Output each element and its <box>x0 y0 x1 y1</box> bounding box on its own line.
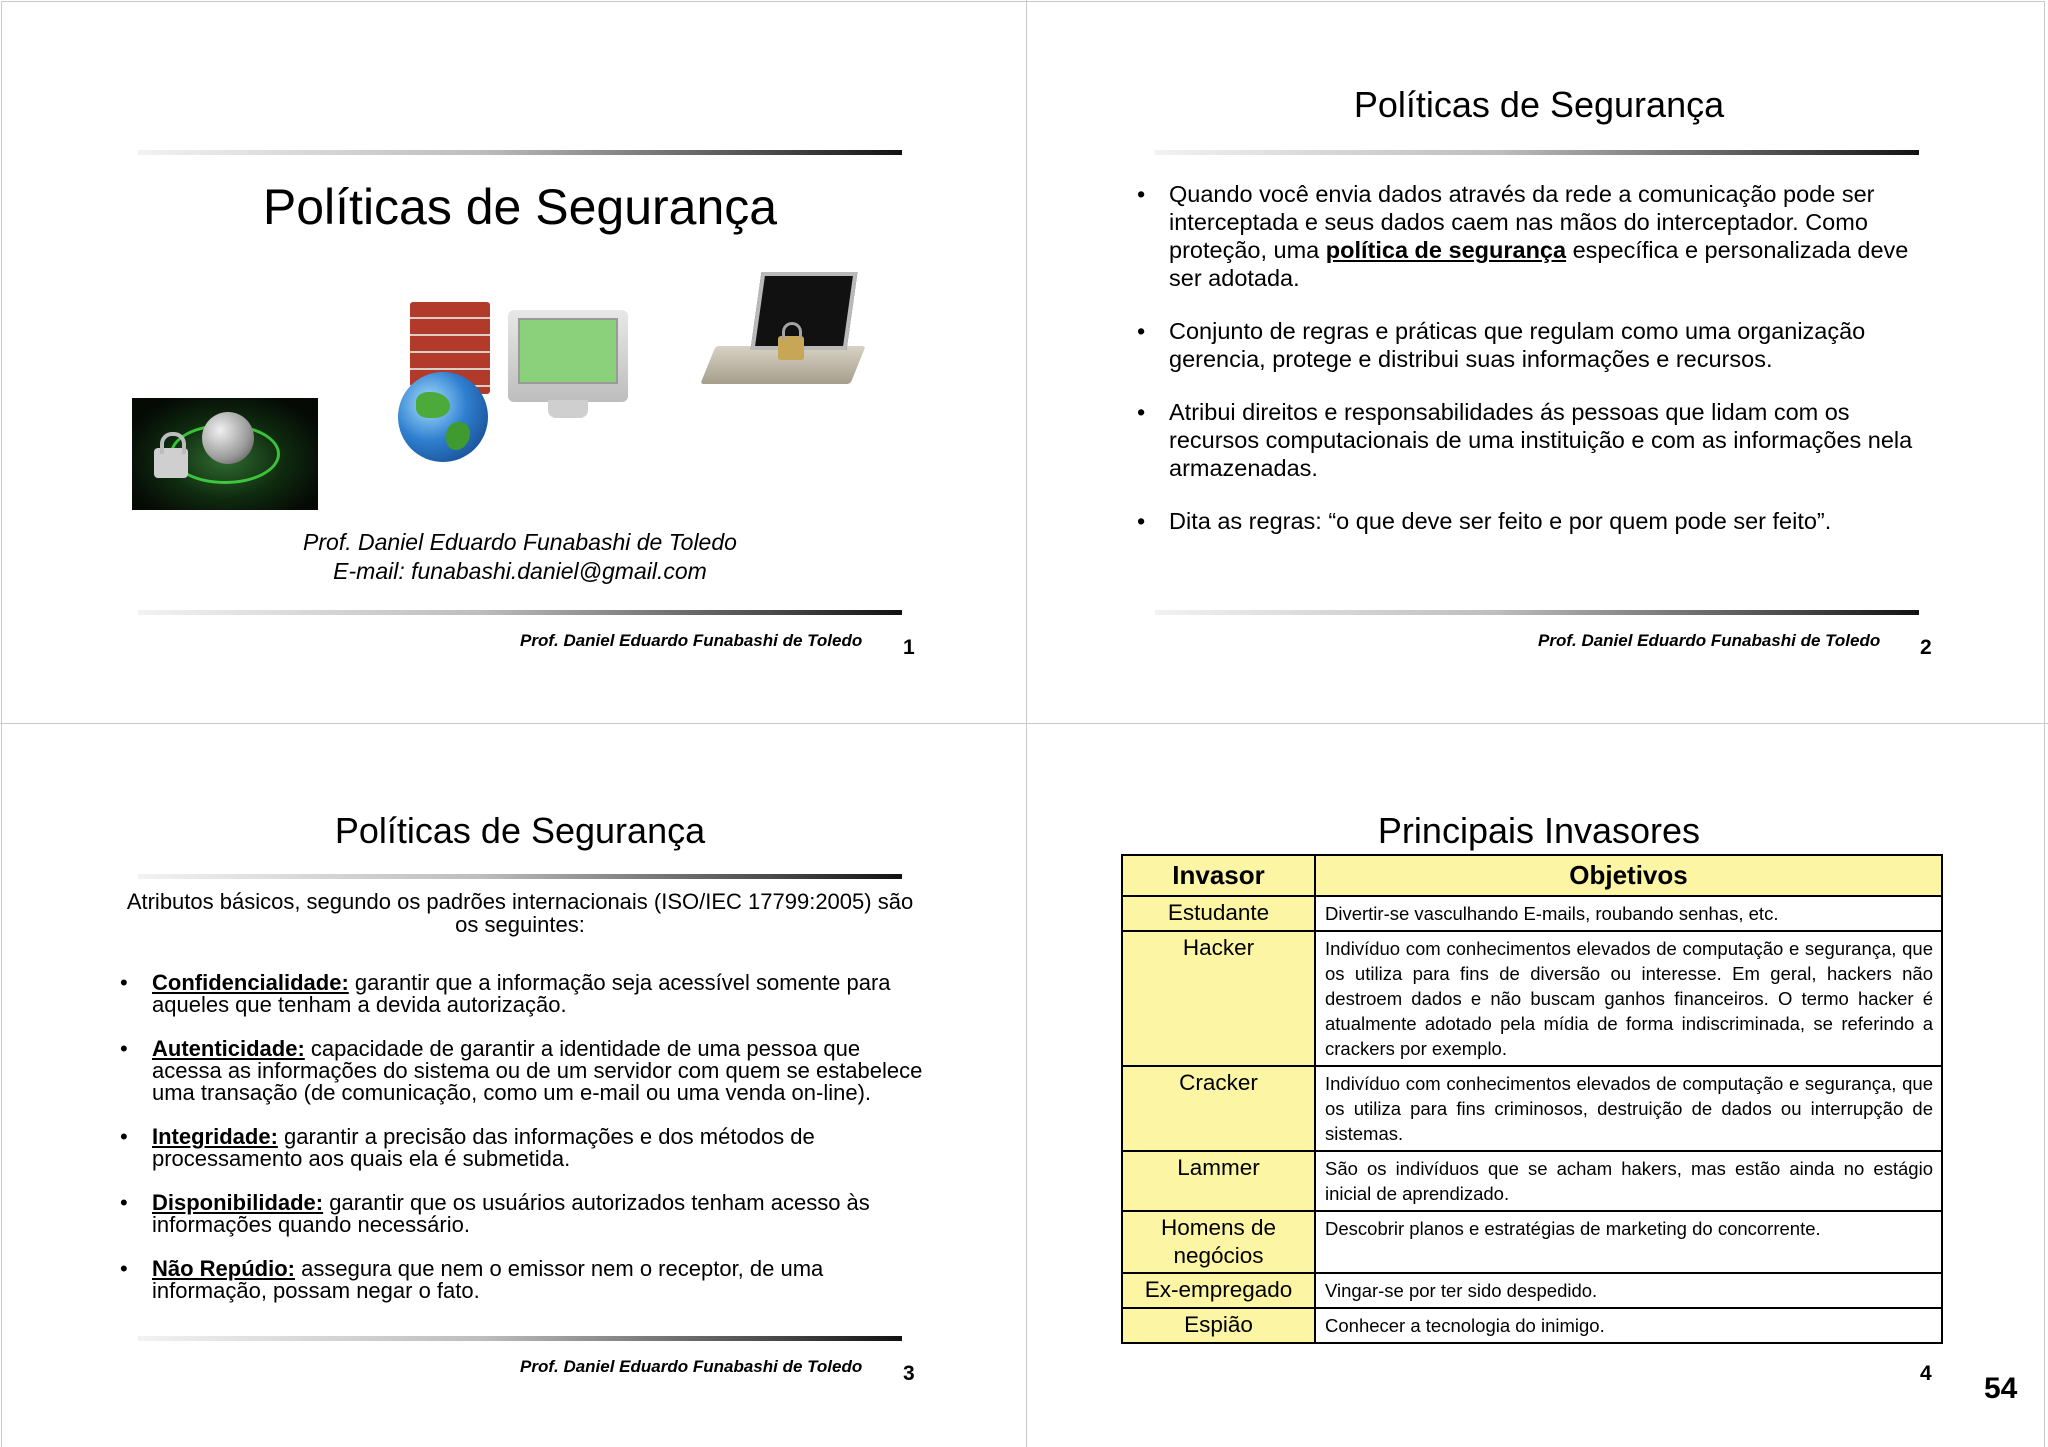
table-row <box>1122 931 1942 1066</box>
slide-3-title: Políticas de Segurança <box>334 810 706 851</box>
slide-1-author <box>0 528 1040 586</box>
slide-1-top-rule <box>138 150 902 155</box>
column-header-objetivos: Objetivos <box>1315 855 1942 896</box>
slide-3 <box>0 724 1024 1446</box>
table-row <box>1122 1273 1942 1308</box>
bullet-item: • Conjunto de regras e práticas que regulam como uma organização gerencia, protege e distribui suas informações e recursos. <box>1137 317 1937 373</box>
padlock-icon <box>778 336 804 360</box>
slide-2-number: 2 <box>1920 636 1932 659</box>
table-row <box>1122 1308 1942 1343</box>
table-row <box>1122 896 1942 931</box>
invasor-cell: Homens de negócios <box>1122 1211 1315 1273</box>
bullet-item: • Dita as regras: “o que deve ser feito e por quem pode ser feito”. <box>1137 507 1937 535</box>
slide-1-number: 1 <box>903 636 915 659</box>
computer-monitor-icon <box>508 310 628 402</box>
objetivo-cell: Conhecer a tecnologia do inimigo. <box>1315 1308 1942 1343</box>
slide-2-bullets <box>1137 180 1937 560</box>
attribute-item: • Integridade: garantir a precisão das informações e dos métodos de processamento aos quais ela é submetida. <box>120 1126 930 1170</box>
slide-1-title: Políticas de Segurança <box>262 179 778 235</box>
policy-emphasis: política de segurança <box>1325 237 1567 263</box>
attribute-item: • Disponibilidade: garantir que os usuários autorizados tenham acesso às informações quando necessário. <box>120 1192 930 1236</box>
table-row <box>1122 1211 1942 1273</box>
silver-globe-icon <box>202 412 254 464</box>
page-number: 54 <box>1984 1372 2018 1405</box>
author-email: E-mail: funabashi.daniel@gmail.com <box>333 558 707 584</box>
table-header-row <box>1122 855 1942 896</box>
slide-4-number: 4 <box>1920 1362 1932 1385</box>
objetivo-cell: São os indivíduos que se acham hakers, mas estão ainda no estágio inicial de aprendizado. <box>1315 1151 1942 1211</box>
bullet-item: • Atribui direitos e responsabilidades ás pessoas que lidam com os recursos computacionais de uma instituição e com as informações nela armazenadas. <box>1137 398 1937 482</box>
slide-3-footer: Prof. Daniel Eduardo Funabashi de Toledo <box>520 1357 863 1376</box>
slide-4 <box>1027 724 2048 1446</box>
slide-2-title: Políticas de Segurança <box>1353 84 1725 125</box>
locked-laptop-image <box>704 272 870 400</box>
slide-1 <box>0 0 1024 722</box>
attribute-item: • Confidencialidade: garantir que a informação seja acessível somente para aqueles que tenham a devida autorização. <box>120 972 930 1016</box>
slide-2-top-rule <box>1155 150 1919 155</box>
slide-1-bottom-rule <box>138 610 902 615</box>
slide-4-title: Principais Invasores <box>1377 810 1701 851</box>
attribute-item: • Autenticidade: capacidade de garantir a identidade de uma pessoa que acessa as informações do sistema ou de um servidor com quem se estabelece uma transação (de comunicação, como um e-mail ou uma venda on-line). <box>120 1038 930 1104</box>
objetivo-cell: Descobrir planos e estratégias de marketing do concorrente. <box>1315 1211 1942 1273</box>
globe-icon <box>398 372 488 462</box>
invasor-cell: Ex-empregado <box>1122 1273 1315 1308</box>
invasor-cell: Espião <box>1122 1308 1315 1343</box>
table-row <box>1122 1151 1942 1211</box>
slide-1-footer: Prof. Daniel Eduardo Funabashi de Toledo <box>520 631 863 650</box>
bullet-item: • Quando você envia dados através da rede a comunicação pode ser interceptada e seus dados caem nas mãos do interceptador. Como proteção, uma política de segurança específica e personalizada deve ser adotada. <box>1137 180 1937 292</box>
slide-2-bottom-rule <box>1155 610 1919 615</box>
column-header-invasor: Invasor <box>1122 855 1315 896</box>
invasor-cell: Cracker <box>1122 1066 1315 1151</box>
invasor-cell: Hacker <box>1122 931 1315 1066</box>
invasor-cell: Estudante <box>1122 896 1315 931</box>
invasor-cell: Lammer <box>1122 1151 1315 1211</box>
table-row <box>1122 1066 1942 1151</box>
slide-3-attributes <box>120 972 930 1324</box>
padlock-icon <box>154 448 188 478</box>
objetivo-cell: Divertir-se vasculhando E-mails, roubando senhas, etc. <box>1315 896 1942 931</box>
slide-3-number: 3 <box>903 1362 915 1385</box>
objetivo-cell: Vingar-se por ter sido despedido. <box>1315 1273 1942 1308</box>
cyber-lock-image <box>132 398 318 510</box>
invaders-table <box>1121 854 1943 1344</box>
slide-3-bottom-rule <box>138 1336 902 1341</box>
author-name: Prof. Daniel Eduardo Funabashi de Toledo <box>303 529 737 555</box>
slide-2 <box>1027 0 2048 722</box>
slide-3-top-rule <box>138 874 902 879</box>
slide-3-intro: Atributos básicos, segundo os padrões internacionais (ISO/IEC 17799:2005) são os seguintes: <box>126 889 914 937</box>
objetivo-cell: Indivíduo com conhecimentos elevados de computação e segurança, que os utiliza para fins criminosos, destruição de dados ou interrupção de sistemas. <box>1315 1066 1942 1151</box>
attribute-item: • Não Repúdio: assegura que nem o emissor nem o receptor, de uma informação, possam negar o fato. <box>120 1258 930 1302</box>
slide-2-footer: Prof. Daniel Eduardo Funabashi de Toledo <box>1538 631 1881 650</box>
objetivo-cell: Indivíduo com conhecimentos elevados de computação e segurança, que os utiliza para fins de diversão ou interesse. Em geral, hackers não destroem dados e não buscam ganhos financeiros. O termo hacker é atualmente adotado pela mídia de forma indiscriminada, se referindo a crackers por exemplo. <box>1315 931 1942 1066</box>
